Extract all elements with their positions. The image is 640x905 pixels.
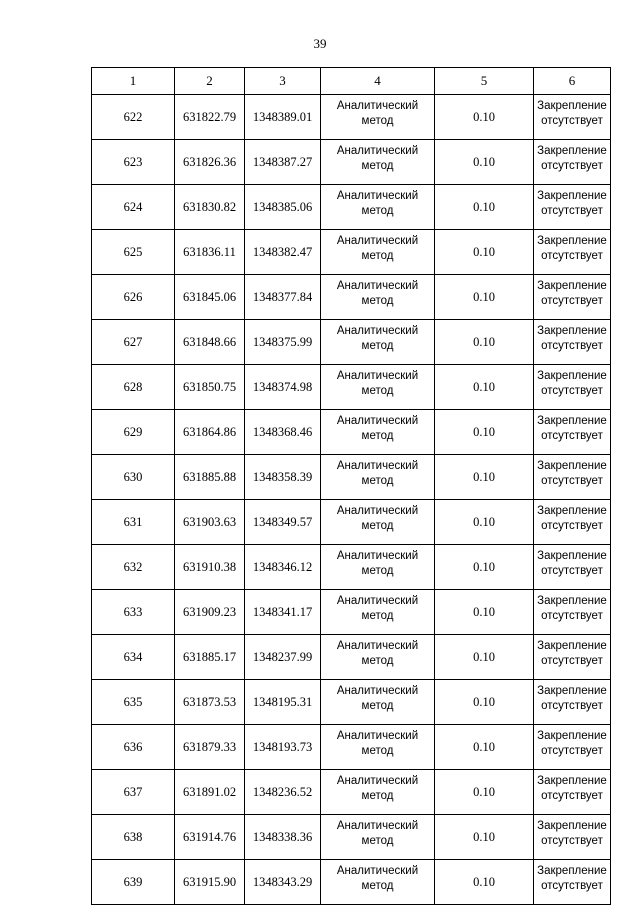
table-row (92, 725, 611, 770)
method-text: Аналитический (336, 775, 419, 787)
y-coordinate-cell: 1348385.06 (245, 185, 321, 230)
method-cell (321, 545, 435, 590)
header-cell: 4 (321, 68, 435, 95)
y-coordinate-cell: 1348193.73 (245, 725, 321, 770)
method-text: метод (361, 700, 394, 712)
method-text: Аналитический (336, 685, 419, 697)
point-number-cell: 633 (92, 590, 175, 635)
fixation-text: Закрепление (537, 685, 607, 697)
fixation-cell (534, 860, 611, 905)
accuracy-cell: 0.10 (435, 185, 534, 230)
method-text: Аналитический (336, 550, 419, 562)
fixation-cell (534, 230, 611, 275)
method-text: Аналитический (336, 730, 419, 742)
coordinates-table (91, 67, 611, 905)
fixation-text: отсутствует (541, 520, 603, 532)
fixation-text: Закрепление (537, 235, 607, 247)
method-text: метод (361, 565, 394, 577)
point-number-cell: 638 (92, 815, 175, 860)
accuracy-cell: 0.10 (435, 320, 534, 365)
method-text: метод (361, 835, 394, 847)
fixation-cell (534, 635, 611, 680)
point-number-cell: 625 (92, 230, 175, 275)
y-coordinate-cell: 1348368.46 (245, 410, 321, 455)
method-text: Аналитический (336, 595, 419, 607)
method-cell (321, 365, 435, 410)
fixation-text: Закрепление (537, 460, 607, 472)
fixation-text: Закрепление (537, 190, 607, 202)
fixation-text: отсутствует (541, 790, 603, 802)
table-row (92, 590, 611, 635)
x-coordinate-cell: 631915.90 (175, 860, 245, 905)
method-cell (321, 140, 435, 185)
x-coordinate-cell: 631848.66 (175, 320, 245, 365)
fixation-text: Закрепление (537, 595, 607, 607)
fixation-text: отсутствует (541, 610, 603, 622)
point-number-cell: 628 (92, 365, 175, 410)
y-coordinate-cell: 1348358.39 (245, 455, 321, 500)
point-number-cell: 623 (92, 140, 175, 185)
fixation-cell (534, 95, 611, 140)
fixation-text: Закрепление (537, 640, 607, 652)
method-cell (321, 95, 435, 140)
fixation-text: Закрепление (537, 280, 607, 292)
header-cell: 2 (175, 68, 245, 95)
x-coordinate-cell: 631845.06 (175, 275, 245, 320)
fixation-text: отсутствует (541, 115, 603, 127)
accuracy-cell: 0.10 (435, 860, 534, 905)
header-cell: 5 (435, 68, 534, 95)
method-text: Аналитический (336, 100, 419, 112)
method-text: метод (361, 610, 394, 622)
fixation-text: отсутствует (541, 430, 603, 442)
table-row (92, 275, 611, 320)
x-coordinate-cell: 631830.82 (175, 185, 245, 230)
point-number-cell: 627 (92, 320, 175, 365)
table-row (92, 320, 611, 365)
method-text: Аналитический (336, 505, 419, 517)
fixation-text: отсутствует (541, 745, 603, 757)
fixation-text: отсутствует (541, 250, 603, 262)
x-coordinate-cell: 631864.86 (175, 410, 245, 455)
y-coordinate-cell: 1348382.47 (245, 230, 321, 275)
y-coordinate-cell: 1348236.52 (245, 770, 321, 815)
method-cell (321, 815, 435, 860)
method-text: метод (361, 475, 394, 487)
fixation-text: отсутствует (541, 565, 603, 577)
y-coordinate-cell: 1348387.27 (245, 140, 321, 185)
point-number-cell: 639 (92, 860, 175, 905)
fixation-cell (534, 770, 611, 815)
y-coordinate-cell: 1348349.57 (245, 500, 321, 545)
point-number-cell: 636 (92, 725, 175, 770)
table-row (92, 680, 611, 725)
method-cell (321, 320, 435, 365)
fixation-cell (534, 590, 611, 635)
point-number-cell: 632 (92, 545, 175, 590)
fixation-text: отсутствует (541, 835, 603, 847)
table-row (92, 230, 611, 275)
method-text: Аналитический (336, 415, 419, 427)
method-text: Аналитический (336, 865, 419, 877)
method-text: Аналитический (336, 325, 419, 337)
accuracy-cell: 0.10 (435, 275, 534, 320)
fixation-text: Закрепление (537, 505, 607, 517)
x-coordinate-cell: 631903.63 (175, 500, 245, 545)
x-coordinate-cell: 631822.79 (175, 95, 245, 140)
y-coordinate-cell: 1348338.36 (245, 815, 321, 860)
fixation-text: отсутствует (541, 880, 603, 892)
x-coordinate-cell: 631914.76 (175, 815, 245, 860)
x-coordinate-cell: 631885.17 (175, 635, 245, 680)
method-cell (321, 230, 435, 275)
point-number-cell: 637 (92, 770, 175, 815)
method-text: Аналитический (336, 640, 419, 652)
fixation-text: отсутствует (541, 160, 603, 172)
accuracy-cell: 0.10 (435, 230, 534, 275)
table-row (92, 95, 611, 140)
accuracy-cell: 0.10 (435, 545, 534, 590)
table-row (92, 365, 611, 410)
x-coordinate-cell: 631826.36 (175, 140, 245, 185)
fixation-cell (534, 365, 611, 410)
y-coordinate-cell: 1348346.12 (245, 545, 321, 590)
fixation-cell (534, 680, 611, 725)
x-coordinate-cell: 631836.11 (175, 230, 245, 275)
method-text: метод (361, 250, 394, 262)
fixation-text: отсутствует (541, 475, 603, 487)
fixation-text: Закрепление (537, 730, 607, 742)
x-coordinate-cell: 631891.02 (175, 770, 245, 815)
accuracy-cell: 0.10 (435, 725, 534, 770)
accuracy-cell: 0.10 (435, 770, 534, 815)
fixation-text: Закрепление (537, 820, 607, 832)
header-cell: 1 (92, 68, 175, 95)
header-cell: 3 (245, 68, 321, 95)
x-coordinate-cell: 631850.75 (175, 365, 245, 410)
accuracy-cell: 0.10 (435, 635, 534, 680)
table-row (92, 815, 611, 860)
y-coordinate-cell: 1348377.84 (245, 275, 321, 320)
method-text: Аналитический (336, 235, 419, 247)
y-coordinate-cell: 1348343.29 (245, 860, 321, 905)
accuracy-cell: 0.10 (435, 140, 534, 185)
accuracy-cell: 0.10 (435, 455, 534, 500)
point-number-cell: 631 (92, 500, 175, 545)
fixation-cell (534, 545, 611, 590)
accuracy-cell: 0.10 (435, 365, 534, 410)
y-coordinate-cell: 1348389.01 (245, 95, 321, 140)
accuracy-cell: 0.10 (435, 815, 534, 860)
fixation-cell (534, 725, 611, 770)
fixation-cell (534, 500, 611, 545)
point-number-cell: 622 (92, 95, 175, 140)
header-cell: 6 (534, 68, 611, 95)
fixation-text: Закрепление (537, 145, 607, 157)
fixation-text: отсутствует (541, 385, 603, 397)
fixation-text: отсутствует (541, 295, 603, 307)
accuracy-cell: 0.10 (435, 410, 534, 455)
page-number: 39 (313, 36, 327, 51)
point-number-cell: 626 (92, 275, 175, 320)
method-cell (321, 680, 435, 725)
method-text: метод (361, 745, 394, 757)
fixation-text: Закрепление (537, 550, 607, 562)
fixation-cell (534, 275, 611, 320)
accuracy-cell: 0.10 (435, 500, 534, 545)
method-text: метод (361, 205, 394, 217)
point-number-cell: 624 (92, 185, 175, 230)
table-row (92, 770, 611, 815)
fixation-cell (534, 815, 611, 860)
method-cell (321, 635, 435, 680)
table-row (92, 410, 611, 455)
x-coordinate-cell: 631879.33 (175, 725, 245, 770)
accuracy-cell: 0.10 (435, 95, 534, 140)
y-coordinate-cell: 1348341.17 (245, 590, 321, 635)
method-text: метод (361, 160, 394, 172)
fixation-cell (534, 455, 611, 500)
method-text: метод (361, 295, 394, 307)
accuracy-cell: 0.10 (435, 590, 534, 635)
fixation-cell (534, 185, 611, 230)
accuracy-cell: 0.10 (435, 680, 534, 725)
method-text: метод (361, 430, 394, 442)
x-coordinate-cell: 631873.53 (175, 680, 245, 725)
method-text: метод (361, 880, 394, 892)
fixation-text: отсутствует (541, 340, 603, 352)
method-text: Аналитический (336, 820, 419, 832)
method-cell (321, 500, 435, 545)
y-coordinate-cell: 1348195.31 (245, 680, 321, 725)
fixation-text: Закрепление (537, 775, 607, 787)
x-coordinate-cell: 631910.38 (175, 545, 245, 590)
method-text: метод (361, 655, 394, 667)
method-cell (321, 590, 435, 635)
x-coordinate-cell: 631885.88 (175, 455, 245, 500)
fixation-text: Закрепление (537, 100, 607, 112)
method-text: Аналитический (336, 460, 419, 472)
table-row (92, 500, 611, 545)
method-text: метод (361, 340, 394, 352)
point-number-cell: 634 (92, 635, 175, 680)
method-cell (321, 770, 435, 815)
header-row (92, 68, 611, 95)
method-text: метод (361, 790, 394, 802)
point-number-cell: 630 (92, 455, 175, 500)
fixation-cell (534, 320, 611, 365)
table-row (92, 140, 611, 185)
fixation-cell (534, 140, 611, 185)
fixation-text: отсутствует (541, 205, 603, 217)
fixation-text: Закрепление (537, 865, 607, 877)
method-text: метод (361, 520, 394, 532)
y-coordinate-cell: 1348237.99 (245, 635, 321, 680)
method-text: Аналитический (336, 370, 419, 382)
method-text: метод (361, 115, 394, 127)
table-row (92, 635, 611, 680)
method-text: Аналитический (336, 280, 419, 292)
method-cell (321, 725, 435, 770)
method-text: Аналитический (336, 190, 419, 202)
table-row (92, 185, 611, 230)
fixation-text: Закрепление (537, 370, 607, 382)
fixation-cell (534, 410, 611, 455)
fixation-text: Закрепление (537, 325, 607, 337)
fixation-text: Закрепление (537, 415, 607, 427)
method-cell (321, 410, 435, 455)
method-cell (321, 185, 435, 230)
method-cell (321, 275, 435, 320)
fixation-text: отсутствует (541, 655, 603, 667)
x-coordinate-cell: 631909.23 (175, 590, 245, 635)
table-row (92, 860, 611, 905)
method-cell (321, 455, 435, 500)
table-row (92, 455, 611, 500)
method-text: Аналитический (336, 145, 419, 157)
table-body (92, 95, 611, 905)
method-cell (321, 860, 435, 905)
method-text: метод (361, 385, 394, 397)
y-coordinate-cell: 1348374.98 (245, 365, 321, 410)
table-row (92, 545, 611, 590)
y-coordinate-cell: 1348375.99 (245, 320, 321, 365)
fixation-text: отсутствует (541, 700, 603, 712)
point-number-cell: 629 (92, 410, 175, 455)
point-number-cell: 635 (92, 680, 175, 725)
